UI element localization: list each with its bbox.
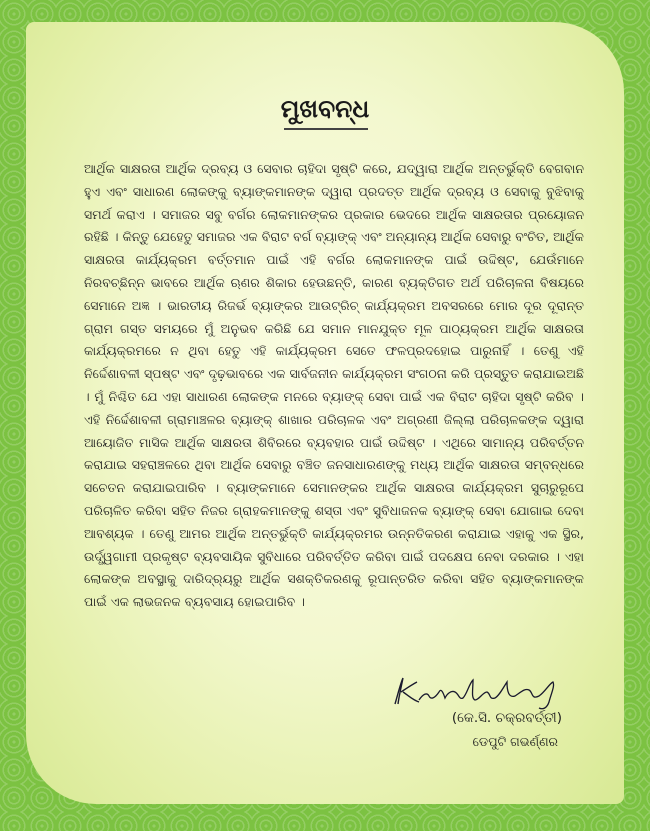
signatory-title: ଡେପୁଟି ଗଭର୍ଣ୍ଣର bbox=[472, 734, 558, 749]
foreword-body: ଆର୍ଥିକ ସାକ୍ଷରତା ଆର୍ଥିକ ଦ୍ରବ୍ୟ ଓ ସେବାର ଚାହିଦା ସୃଷ୍ଟି କରେ, ଯଦ୍ୱାରା ଆର୍ଥିକ ଅନ୍ତର୍ଭୁକ୍ତି ବେଗବାନ ହୁଏ ଏବଂ ସାଧାରଣ ଲୋକଙ୍କୁ ବ୍ୟାଙ୍କମାନଙ୍କ ଦ୍ୱାରା ପ୍ରଦତ୍ତ ଆର୍ଥିକ ଦ୍ରବ୍ୟ ଓ ସେବାକୁ ବୁଝିବାକୁ ସମର୍ଥ କରାଏ । ସମାଜର ସବୁ ବର୍ଗର ଲୋକମାନଙ୍କର ପ୍ରକାର ଭେଦରେ ଆର୍ଥିକ ସାକ୍ଷରତାର ପ୍ରୟୋଜନ ରହିଛି । କିନ୍ତୁ ଯେହେତୁ ସମାଜର ଏକ ବିରାଟ ବର୍ଗ ବ୍ୟାଙ୍କ୍ ଏବଂ ଅନ୍ୟାନ୍ୟ ଆର୍ଥିକ ସେବାରୁ ବଂଚିତ, ଆର୍ଥିକ ସାକ୍ଷରତା କାର୍ଯ୍ୟକ୍ରମ ବର୍ତ୍ତମାନ ପାଇଁ ଏହି ବର୍ଗର ଲୋକମାନଙ୍କ ପାଇଁ ଉଦ୍ଦିଷ୍ଟ, ଯେଉଁମାନେ ନିରବଚ୍ଛିନ୍ନ ଭାବରେ ଆର୍ଥିକ ଋଣର ଶିକାର ହେଉଛନ୍ତି, କାରଣ ବ୍ୟକ୍ତିଗତ ଅର୍ଥ ପରିଚାଳନା ବିଷୟରେ ସେମାନେ ଅଜ୍ଞ । ଭାରତୀୟ ରିଜର୍ଭ ବ୍ୟାଙ୍କର ଆଉଟ୍‌ରିଚ୍ କାର୍ଯ୍ୟକ୍ରମ ଅବସରରେ ମୋର ଦୂର ଦୂରାନ୍ତ ଗ୍ରାମ ଗସ୍ତ ସମୟରେ ମୁଁ ଅନୁଭବ କରିଛି ଯେ ସମାନ ମାନଯୁକ୍ତ ମୂଳ ପାଠ୍ୟକ୍ରମ ଆର୍ଥିକ ସାକ୍ଷରତା କାର୍ଯ୍ୟକ୍ରମରେ ନ ଥିବା ହେତୁ ଏହି କାର୍ଯ୍ୟକ୍ରମ ସେତେ ଫଳପ୍ରଦହୋଇ ପାରୁନାହିଁ । ତେଣୁ ଏହି ନିର୍ଦ୍ଦେଶାବଳୀ ସ୍ପଷ୍ଟ ଏବଂ ଦୃଢ଼ଭାବରେ ଏକ ସାର୍ବଜନୀନ କାର୍ଯ୍ୟକ୍ରମ ସଂଗଠନା କରି ପ୍ରସ୍ତୁତ କରାଯାଇଅଛି । ମୁଁ ନିଶ୍ଚିତ ଯେ ଏହା ସାଧାରଣ ଲୋକଙ୍କ ମନରେ ବ୍ୟାଙ୍କ୍ ସେବା ପାଇଁ ଏକ ବିରାଟ ଚାହିଦା ସୃଷ୍ଟି କରିବ । ଏହି ନିର୍ଦ୍ଦେଶାବଳୀ ଗ୍ରାମାଞ୍ଚଳର ବ୍ୟାଙ୍କ୍ ଶାଖାର ପରିଚାଳକ ଏବଂ ଅଗ୍ରଣୀ ଜିଲ୍ଲା ପରିଚାଳକଙ୍କ ଦ୍ୱାରା ଆୟୋଜିତ ମାସିକ ଆର୍ଥିକ ସାକ୍ଷରତା ଶିବିରରେ ବ୍ୟବହାର ପାଇଁ ଉଦ୍ଦିଷ୍ଟ । ଏଥିରେ ସାମାନ୍ୟ ପରିବର୍ତ୍ତନ କରାଯାଇ ସହରାଞ୍ଚଳରେ ଥିବା ଆର୍ଥିକ ସେବାରୁ ବଞ୍ଚିତ ଜନସାଧାରଣଙ୍କୁ ମଧ୍ୟ ଆର୍ଥିକ ସାକ୍ଷରତା ସମ୍ବନ୍ଧରେ ସଚେତନ କରାଯାଇପାରିବ । ବ୍ୟାଙ୍କମାନେ ସେମାନଙ୍କର ଆର୍ଥିକ ସାକ୍ଷରତା କାର୍ଯ୍ୟକ୍ରମ ସୁଚାରୁରୂପେ ପରିଚାଳିତ କରିବା ସହିତ ନିଜର ଗ୍ରାହକମାନଙ୍କୁ ଶସ୍ତା ଏବଂ ସୁବିଧାଜନକ ବ୍ୟାଙ୍କ୍ ସେବା ଯୋଗାଇ ଦେବା ଆବଶ୍ୟକ । ତେଣୁ ଆମର ଆର୍ଥିକ ଅନ୍ତର୍ଭୁକ୍ତି କାର୍ଯ୍ୟକ୍ରମର ଉନ୍ନତିକରଣ କରାଯାଇ ଏହାକୁ ଏକ ସ୍ଥିର, ଉର୍ଦ୍ଧ୍ୱଗାମୀ ପ୍ରକୃଷ୍ଟ ବ୍ୟବସାୟିକ ସୁବିଧାରେ ପରିବର୍ତ୍ତିତ କରିବା ପାଇଁ ପଦକ୍ଷେପ ନେବା ଦରକାର । ଏହା ଲୋକଙ୍କ ଅବସ୍ଥାକୁ ଦାରିଦ୍ର୍ୟରୁ ଆର୍ଥିକ ସଶକ୍ତିକରଣକୁ ରୂପାନ୍ତରିତ କରିବା ସହିତ ବ୍ୟାଙ୍କମାନଙ୍କ ପାଇଁ ଏକ ଲାଭଜନକ ବ୍ୟବସାୟ ହୋଇପାରିବ । bbox=[84, 161, 584, 610]
signature-image bbox=[389, 670, 564, 712]
page-title: ମୁଖବନ୍ଧ bbox=[280, 94, 370, 123]
signatory-name: (କେ.ସି. ଚକ୍ରବର୍ତ୍ତୀ) bbox=[451, 710, 562, 726]
title-underline bbox=[284, 128, 368, 130]
foreword-panel bbox=[26, 22, 624, 804]
